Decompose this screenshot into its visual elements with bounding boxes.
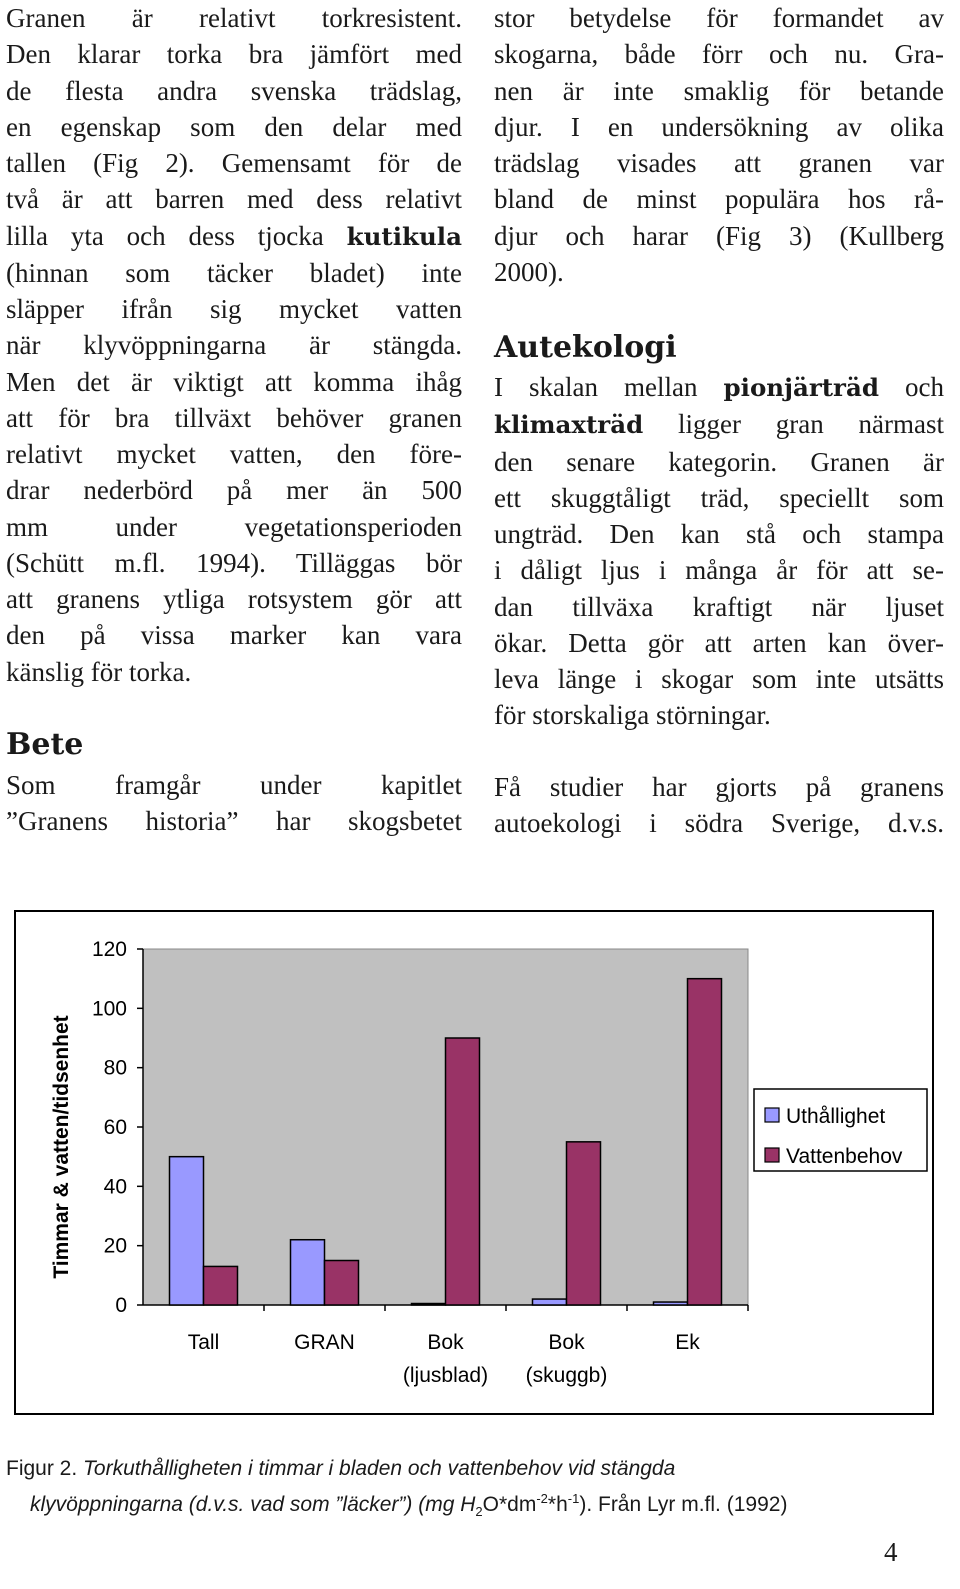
bar-uthållighet-3 bbox=[533, 1299, 567, 1305]
bar-uthållighet-4 bbox=[654, 1302, 688, 1305]
text-line: Den klarar torka bra jämfört med bbox=[6, 39, 462, 70]
text-line: (Schütt m.fl. 1994). Tilläggas bör bbox=[6, 547, 462, 578]
text-line: skogarna, både förr och nu. Gra- bbox=[494, 39, 944, 70]
y-tick-label: 120 bbox=[91, 938, 127, 961]
y-tick-label: 60 bbox=[103, 1116, 127, 1139]
figure-caption bbox=[6, 1454, 946, 1484]
term-pionjartrad: pionjärträd bbox=[723, 373, 879, 402]
text-line: I skalan mellan pionjärträd och bbox=[494, 372, 944, 402]
text-line: klimaxträd ligger gran närmast bbox=[494, 409, 944, 440]
y-tick-label: 40 bbox=[103, 1175, 127, 1199]
y-tick-label: 100 bbox=[91, 997, 127, 1021]
text-line: två är att barren med dess relativt bbox=[6, 184, 462, 215]
x-tick-label: (skuggb) bbox=[525, 1364, 608, 1387]
text-line: djur. I en undersökning av olika bbox=[494, 111, 944, 142]
legend-swatch-vattenbehov bbox=[765, 1148, 779, 1162]
text-line: lilla yta och dess tjocka kutikula bbox=[6, 220, 462, 251]
text-line: känslig för torka. bbox=[6, 656, 192, 687]
x-tick-label: Tall bbox=[187, 1331, 220, 1354]
y-tick-label: 0 bbox=[115, 1294, 127, 1317]
text-line: relativt mycket vatten, den före- bbox=[6, 439, 462, 469]
text-line: Men det är viktigt att komma ihåg bbox=[6, 366, 462, 397]
text-line: de flesta andra svenska trädslag, bbox=[6, 75, 462, 106]
text-line: Som framgår under kapitlet bbox=[6, 770, 462, 800]
text-line: 2000). bbox=[494, 256, 564, 287]
autekologi-paragraph bbox=[494, 369, 944, 734]
text-line: autoekologi i södra Sverige, d.v.s. bbox=[494, 808, 944, 839]
x-tick-label: Ek bbox=[675, 1331, 700, 1354]
text-line: dan tillväxa kraftigt när ljuset bbox=[494, 591, 944, 622]
x-tick-label: Bok bbox=[427, 1331, 464, 1354]
legend-label-vattenbehov: Vattenbehov bbox=[786, 1145, 903, 1168]
page-number: 4 bbox=[884, 1537, 898, 1567]
x-tick-label: Bok bbox=[548, 1331, 585, 1354]
legend-swatch-uthållighet bbox=[765, 1108, 779, 1122]
x-tick-label: (ljusblad) bbox=[402, 1364, 489, 1387]
term-klimaxtrad: klimaxträd bbox=[494, 410, 644, 440]
caption-label: Figur 2. bbox=[6, 1457, 84, 1480]
text-line: Få studier har gjorts på granens bbox=[494, 772, 944, 802]
bar-vattenbehov-2 bbox=[446, 1038, 480, 1305]
text-line: för storskaliga störningar. bbox=[494, 700, 771, 731]
caption-line-1: Torkuthålligheten i timmar i bladen och vattenbehov vid stängda bbox=[83, 1457, 676, 1480]
text-line: djur och harar (Fig 3) (Kullberg bbox=[494, 220, 944, 251]
text-line: att för bra tillväxt behöver granen bbox=[6, 402, 462, 433]
bar-vattenbehov-3 bbox=[567, 1142, 601, 1305]
bar-vattenbehov-1 bbox=[325, 1261, 359, 1306]
text-line: leva länge i skogar som inte utsätts bbox=[494, 664, 944, 694]
closing-paragraph bbox=[494, 769, 944, 842]
text-line: när klyvöppningarna är stängda. bbox=[6, 330, 462, 361]
text-line: tallen (Fig 2). Gemensamt för de bbox=[6, 148, 462, 178]
text-line: en egenskap som den delar med bbox=[6, 111, 462, 142]
bete-continued-paragraph bbox=[494, 0, 944, 290]
text-line: bland de minst populära hos rå- bbox=[494, 184, 944, 215]
heading-bete: Bete bbox=[6, 727, 84, 762]
bar-chart bbox=[16, 912, 932, 1413]
text-line: Granen är relativt torkresistent. bbox=[6, 3, 462, 33]
y-axis-label: Timmar & vatten/tidsenhet bbox=[50, 1015, 73, 1279]
text-line: mm under vegetationsperioden bbox=[6, 511, 462, 542]
text-line: släpper ifrån sig mycket vatten bbox=[6, 294, 462, 324]
x-tick-label: GRAN bbox=[294, 1331, 355, 1354]
text-line: stor betydelse för formandet av bbox=[494, 3, 944, 33]
bar-uthållighet-0 bbox=[170, 1157, 204, 1305]
bete-paragraph bbox=[6, 767, 462, 840]
text-line: i dåligt ljus i många år för att se- bbox=[494, 555, 944, 586]
left-paragraph bbox=[6, 0, 462, 690]
bar-vattenbehov-4 bbox=[688, 979, 722, 1305]
text-line: (hinnan som täcker bladet) inte bbox=[6, 257, 462, 288]
text-line: ökar. Detta gör att arten kan över- bbox=[494, 627, 944, 658]
text-line: att granens ytliga rotsystem gör att bbox=[6, 584, 462, 614]
text-line: trädslag visades att granen var bbox=[494, 148, 944, 178]
text-line: den på vissa marker kan vara bbox=[6, 620, 462, 651]
text-line: den senare kategorin. Granen är bbox=[494, 446, 944, 477]
figure-2-chart bbox=[14, 910, 934, 1415]
text-line: ett skuggtåligt träd, speciellt som bbox=[494, 482, 944, 513]
bar-vattenbehov-0 bbox=[204, 1266, 238, 1305]
text-line: ungträd. Den kan stå och stampa bbox=[494, 519, 944, 549]
y-tick-label: 20 bbox=[103, 1234, 127, 1258]
heading-autekologi: Autekologi bbox=[494, 330, 677, 365]
text-line: ”Granens historia” har skogsbetet bbox=[6, 806, 462, 837]
text-line: nen är inte smaklig för betande bbox=[494, 75, 944, 106]
y-tick-label: 80 bbox=[103, 1056, 127, 1080]
figure-caption-line-2: klyvöppningarna (d.v.s. vad som ”läcker”) (mg $H_2O*dm^{-2}*h^{-1}$). Från Lyr m.fl. (1992) bbox=[30, 1491, 788, 1520]
text-line: drar nederbörd på mer än 500 bbox=[6, 475, 462, 506]
bar-uthållighet-1 bbox=[291, 1240, 325, 1305]
term-kutikula: kutikula bbox=[346, 221, 462, 251]
legend-label-uthållighet: Uthållighet bbox=[786, 1105, 886, 1128]
bar-uthållighet-2 bbox=[412, 1304, 446, 1305]
